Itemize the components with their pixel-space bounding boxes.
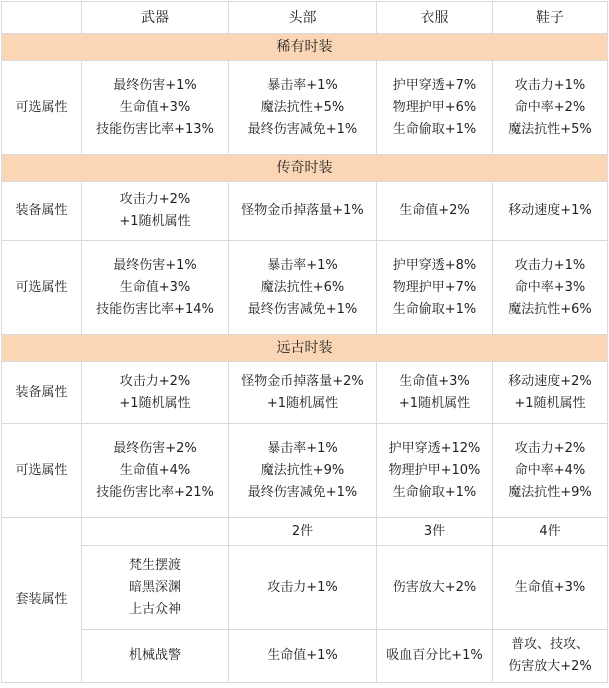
- attribute-cell: [229, 182, 377, 241]
- cell-line: 伤害放大+2%: [508, 659, 592, 674]
- cell-line: 普攻、技攻、: [510, 637, 589, 652]
- cell-line: 机械战警: [128, 648, 181, 663]
- column-header: 鞋子: [493, 2, 608, 34]
- costume-attribute-table: [1, 1, 608, 683]
- cell-line: 生命值+3%: [119, 279, 191, 295]
- suit-bonus: [493, 546, 608, 630]
- cell-line: 生命值+3%: [119, 99, 191, 115]
- suit-name: [82, 546, 229, 630]
- column-header: 衣服: [377, 2, 493, 34]
- attribute-cell: [82, 424, 229, 518]
- cell-line: 最终伤害+1%: [113, 77, 197, 93]
- row-label: 装备属性: [2, 362, 82, 424]
- cell-line: 技能伤害比率+13%: [96, 121, 214, 137]
- attribute-cell: [229, 241, 377, 335]
- row-label: 可选属性: [2, 61, 82, 155]
- cell-line: 暴击率+1%: [267, 440, 338, 456]
- attribute-cell: [377, 241, 493, 335]
- cell-line: 魔法抗性+5%: [508, 121, 592, 137]
- cell-line: 魔法抗性+6%: [508, 301, 592, 317]
- suit-bonus: [229, 546, 377, 630]
- attribute-cell: [377, 61, 493, 155]
- cell-line: 命中率+3%: [514, 279, 586, 295]
- suit-bonus: [493, 630, 608, 683]
- cell-line: 吸血百分比+1%: [386, 648, 483, 663]
- attribute-cell: [82, 61, 229, 155]
- attribute-cell: [82, 241, 229, 335]
- row-label: 装备属性: [2, 182, 82, 241]
- cell-line: 魔法抗性+9%: [260, 462, 345, 478]
- cell-line: 命中率+4%: [514, 462, 586, 478]
- cell-line: 暴击率+1%: [267, 257, 338, 273]
- attribute-cell: [377, 182, 493, 241]
- suit-name: [82, 630, 229, 683]
- suit-bonus: [377, 546, 493, 630]
- attribute-cell: [493, 241, 608, 335]
- cell-line: 生命值+2%: [399, 203, 470, 218]
- suit-label: 套装属性: [2, 518, 82, 683]
- suit-row: [2, 546, 608, 630]
- cell-line: 生命偷取+1%: [392, 301, 477, 317]
- section-header-row: [2, 34, 608, 61]
- cell-line: 物理护甲+10%: [388, 462, 481, 478]
- attribute-cell: [229, 362, 377, 424]
- column-header: 武器: [82, 2, 229, 34]
- attribute-cell: [493, 182, 608, 241]
- section-title: 远古时装: [2, 335, 608, 362]
- suit-count-row: [2, 518, 608, 546]
- header-row: [2, 2, 608, 34]
- cell-line: +1随机属性: [119, 214, 191, 229]
- cell-line: 生命值+4%: [119, 462, 191, 478]
- suit-bonus: [229, 630, 377, 683]
- cell-line: 生命偷取+1%: [392, 121, 477, 137]
- cell-line: 生命值+1%: [267, 648, 338, 663]
- cell-line: 伤害放大+2%: [392, 579, 477, 595]
- attribute-cell: [82, 362, 229, 424]
- cell-line: 攻击力+2%: [119, 192, 191, 207]
- row-label: 可选属性: [2, 241, 82, 335]
- cell-line: 护甲穿透+7%: [392, 77, 477, 93]
- attribute-cell: [229, 61, 377, 155]
- attribute-cell: [229, 424, 377, 518]
- cell-line: 生命偷取+1%: [392, 484, 477, 500]
- column-header: 头部: [229, 2, 377, 34]
- cell-line: 暴击率+1%: [267, 77, 338, 93]
- suit-bonus: [377, 630, 493, 683]
- attribute-cell: [377, 362, 493, 424]
- cell-line: 魔法抗性+9%: [508, 484, 592, 500]
- attribute-cell: [377, 424, 493, 518]
- cell-line: 最终伤害减免+1%: [247, 121, 358, 137]
- cell-line: 魔法抗性+5%: [260, 99, 345, 115]
- attribute-row: [2, 61, 608, 155]
- cell-line: 命中率+2%: [514, 99, 586, 115]
- cell-line: +1随机属性: [119, 395, 191, 411]
- cell-line: 梵生摆渡: [128, 557, 181, 573]
- attribute-cell: [493, 362, 608, 424]
- attribute-cell: [493, 61, 608, 155]
- cell-line: 物理护甲+6%: [392, 99, 477, 115]
- cell-line: 护甲穿透+8%: [392, 257, 477, 273]
- suit-count-header: 3件: [377, 518, 493, 546]
- attribute-cell: [82, 182, 229, 241]
- cell-line: 移动速度+1%: [508, 203, 592, 218]
- cell-line: +1随机属性: [398, 395, 471, 411]
- cell-line: 攻击力+2%: [514, 440, 586, 456]
- cell-line: +1随机属性: [266, 395, 339, 411]
- cell-line: 最终伤害减免+1%: [247, 301, 358, 317]
- attribute-row: [2, 362, 608, 424]
- suit-count-header: 2件: [229, 518, 377, 546]
- cell-line: 上古众神: [128, 601, 181, 617]
- cell-line: 护甲穿透+12%: [388, 440, 481, 456]
- cell-line: 暗黑深渊: [128, 579, 181, 595]
- cell-line: 魔法抗性+6%: [260, 279, 345, 295]
- cell-line: 技能伤害比率+14%: [96, 301, 214, 317]
- attribute-row: [2, 241, 608, 335]
- cell-line: 物理护甲+7%: [392, 279, 477, 295]
- cell-line: 生命值+3%: [399, 373, 470, 389]
- attribute-cell: [493, 424, 608, 518]
- suit-row: [2, 630, 608, 683]
- cell-line: 怪物金币掉落量+1%: [241, 203, 364, 218]
- cell-line: 最终伤害+1%: [113, 257, 197, 273]
- section-header-row: [2, 335, 608, 362]
- cell-line: 怪物金币掉落量+2%: [241, 373, 364, 389]
- attribute-row: [2, 182, 608, 241]
- attribute-row: [2, 424, 608, 518]
- cell-line: 攻击力+1%: [514, 77, 586, 93]
- section-title: 传奇时装: [2, 155, 608, 182]
- cell-line: 攻击力+2%: [119, 373, 191, 389]
- cell-line: 攻击力+1%: [514, 257, 586, 273]
- cell-line: 移动速度+2%: [508, 373, 592, 389]
- section-header-row: [2, 155, 608, 182]
- suit-count-header: 4件: [493, 518, 608, 546]
- cell-line: +1随机属性: [514, 395, 586, 411]
- section-title: 稀有时装: [2, 34, 608, 61]
- cell-line: 最终伤害+2%: [113, 440, 197, 456]
- cell-line: 技能伤害比率+21%: [96, 484, 214, 500]
- suit-count-header: [82, 518, 229, 546]
- cell-line: 攻击力+1%: [267, 579, 338, 595]
- header-corner: [2, 2, 82, 34]
- cell-line: 最终伤害减免+1%: [247, 484, 358, 500]
- row-label: 可选属性: [2, 424, 82, 518]
- cell-line: 生命值+3%: [514, 579, 586, 595]
